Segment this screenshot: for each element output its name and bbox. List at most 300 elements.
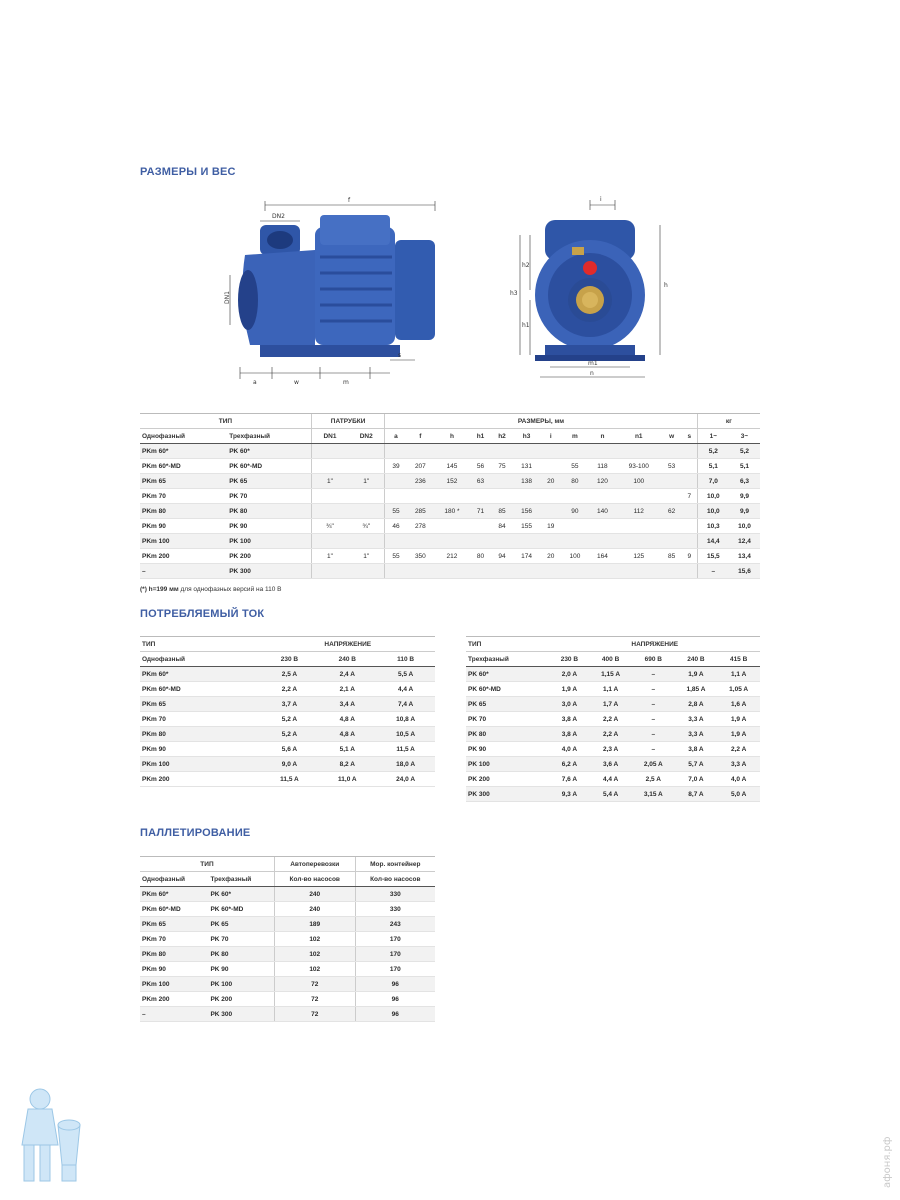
- table-cell: 5,6 A: [261, 742, 319, 757]
- table-cell: ¾": [348, 519, 385, 534]
- table-cell: 5,1: [697, 459, 729, 474]
- current-three-phase-table: [466, 636, 760, 802]
- table-cell: [682, 534, 697, 549]
- dim-col-header: s: [682, 429, 697, 444]
- table-row: [140, 1007, 435, 1022]
- table-cell: 90: [561, 504, 589, 519]
- table-cell: [348, 564, 385, 579]
- table-cell: 10,0: [697, 504, 729, 519]
- table-cell: 170: [355, 932, 435, 947]
- pallet-type-header: ТИП: [140, 857, 274, 872]
- dim-col-header: m: [561, 429, 589, 444]
- table-cell: 85: [661, 549, 682, 564]
- dimensions-table: [140, 413, 760, 579]
- table-cell: PK 60*: [466, 667, 550, 682]
- pallet-col-header: Однофазный: [140, 872, 208, 887]
- table-row: [140, 549, 760, 564]
- label-f: f: [348, 197, 351, 204]
- table-cell: 3,8 A: [675, 742, 718, 757]
- dimensions-footnote: (*) h=199 мм для однофазных версий на 110 В: [140, 586, 282, 593]
- table-cell: [491, 534, 513, 549]
- label-n: n: [590, 370, 594, 377]
- table-cell: 75: [491, 459, 513, 474]
- table-row: [140, 504, 760, 519]
- table-row: [140, 667, 435, 682]
- table-cell: [616, 564, 661, 579]
- table-cell: [589, 489, 617, 504]
- label-dn1: DN1: [224, 291, 231, 304]
- table-cell: 56: [470, 459, 492, 474]
- table-cell: 2,1 A: [318, 682, 376, 697]
- table-cell: 1,9 A: [717, 727, 760, 742]
- table-cell: 350: [407, 549, 435, 564]
- table-cell: ¾": [311, 519, 348, 534]
- table-cell: 138: [513, 474, 541, 489]
- table-cell: PKm 200: [140, 992, 208, 1007]
- table-cell: –: [140, 1007, 208, 1022]
- cur2-col-header: Трехфазный: [466, 652, 550, 667]
- header-weight: кг: [697, 414, 760, 429]
- table-cell: 11,5 A: [376, 742, 435, 757]
- table-cell: 80: [561, 474, 589, 489]
- table-cell: [385, 564, 407, 579]
- table-cell: 2,2 A: [589, 712, 632, 727]
- cur1-col-header: 110 В: [376, 652, 435, 667]
- table-cell: 71: [470, 504, 492, 519]
- table-cell: PKm 60*: [140, 887, 208, 902]
- cur1-col-header: 240 В: [318, 652, 376, 667]
- table-cell: [491, 489, 513, 504]
- cur2-col-header: 400 В: [589, 652, 632, 667]
- table-cell: [589, 444, 617, 459]
- table-cell: [540, 489, 561, 504]
- dim-col-header: n1: [616, 429, 661, 444]
- table-row: [140, 534, 760, 549]
- table-row: [140, 459, 760, 474]
- table-cell: PKm 90: [140, 962, 208, 977]
- table-cell: PK 80: [466, 727, 550, 742]
- table-cell: PK 80: [227, 504, 311, 519]
- table-cell: 96: [355, 977, 435, 992]
- table-cell: 94: [491, 549, 513, 564]
- table-cell: 2,2 A: [717, 742, 760, 757]
- pallet-col-header: Кол-во насосов: [274, 872, 355, 887]
- table-row: [140, 727, 435, 742]
- dim-col-header: h: [434, 429, 470, 444]
- current-title: ПОТРЕБЛЯЕМЫЙ ТОК: [140, 608, 265, 620]
- table-cell: 212: [434, 549, 470, 564]
- table-row: [466, 757, 760, 772]
- table-cell: 243: [355, 917, 435, 932]
- table-cell: –: [632, 682, 675, 697]
- table-cell: 11,5 A: [261, 772, 319, 787]
- table-cell: 15,6: [729, 564, 760, 579]
- cur2-col-header: 230 В: [550, 652, 590, 667]
- table-cell: [616, 534, 661, 549]
- table-cell: [470, 519, 492, 534]
- table-cell: PKm 70: [140, 712, 261, 727]
- dim-col-header: a: [385, 429, 407, 444]
- table-cell: PKm 65: [140, 697, 261, 712]
- table-cell: PK 60*-MD: [208, 902, 274, 917]
- table-cell: 4,4 A: [376, 682, 435, 697]
- dim-col-header: 3~: [729, 429, 760, 444]
- table-cell: PKm 100: [140, 977, 208, 992]
- table-cell: [682, 504, 697, 519]
- table-cell: 4,0 A: [717, 772, 760, 787]
- table-cell: 5,4 A: [589, 787, 632, 802]
- table-cell: 72: [274, 977, 355, 992]
- table-row: [140, 697, 435, 712]
- table-cell: PK 65: [227, 474, 311, 489]
- table-cell: 20: [540, 474, 561, 489]
- table-row: [140, 962, 435, 977]
- table-row: [140, 564, 760, 579]
- table-cell: 2,2 A: [589, 727, 632, 742]
- table-cell: PK 90: [208, 962, 274, 977]
- table-cell: 164: [589, 549, 617, 564]
- table-cell: [661, 474, 682, 489]
- table-cell: 4,0 A: [550, 742, 590, 757]
- table-cell: PKm 100: [140, 757, 261, 772]
- table-cell: 236: [407, 474, 435, 489]
- header-type: ТИП: [140, 414, 311, 429]
- pallet-col-header: Трехфазный: [208, 872, 274, 887]
- table-cell: 1,9 A: [675, 667, 718, 682]
- table-cell: 2,4 A: [318, 667, 376, 682]
- table-cell: [311, 534, 348, 549]
- table-cell: [311, 489, 348, 504]
- table-cell: 1,6 A: [717, 697, 760, 712]
- table-cell: 102: [274, 962, 355, 977]
- table-cell: 3,3 A: [675, 712, 718, 727]
- table-cell: 1": [348, 549, 385, 564]
- label-s: s: [398, 352, 402, 359]
- table-cell: 2,5 A: [632, 772, 675, 787]
- table-cell: 145: [434, 459, 470, 474]
- table-cell: 2,5 A: [261, 667, 319, 682]
- table-cell: 120: [589, 474, 617, 489]
- table-cell: 1,15 A: [589, 667, 632, 682]
- table-cell: PKm 80: [140, 727, 261, 742]
- table-cell: 1": [311, 549, 348, 564]
- table-cell: PKm 90: [140, 742, 261, 757]
- table-cell: [385, 474, 407, 489]
- table-cell: [616, 444, 661, 459]
- table-cell: 80: [470, 549, 492, 564]
- table-cell: 2,3 A: [589, 742, 632, 757]
- label-h: h: [664, 282, 668, 289]
- table-cell: 19: [540, 519, 561, 534]
- table-row: [466, 682, 760, 697]
- table-cell: PKm 90: [140, 519, 227, 534]
- table-cell: 1,9 A: [717, 712, 760, 727]
- table-cell: [385, 489, 407, 504]
- table-cell: –: [632, 742, 675, 757]
- table-row: [140, 519, 760, 534]
- table-cell: 3,7 A: [261, 697, 319, 712]
- table-row: [140, 757, 435, 772]
- table-cell: [561, 534, 589, 549]
- table-cell: 53: [661, 459, 682, 474]
- table-cell: PK 65: [208, 917, 274, 932]
- dimensions-title: РАЗМЕРЫ И ВЕС: [140, 166, 236, 178]
- table-cell: [682, 444, 697, 459]
- table-cell: 85: [491, 504, 513, 519]
- table-cell: 9: [682, 549, 697, 564]
- table-cell: 278: [407, 519, 435, 534]
- table-cell: PKm 65: [140, 474, 227, 489]
- dim-col-header: h1: [470, 429, 492, 444]
- table-row: [466, 727, 760, 742]
- table-cell: 10,0: [697, 489, 729, 504]
- table-cell: –: [632, 697, 675, 712]
- table-cell: 4,8 A: [318, 712, 376, 727]
- table-cell: [470, 444, 492, 459]
- table-cell: 9,9: [729, 504, 760, 519]
- plumber-mascot-icon: [10, 1085, 90, 1193]
- table-cell: 7,6 A: [550, 772, 590, 787]
- table-cell: 240: [274, 887, 355, 902]
- table-cell: 1,1 A: [589, 682, 632, 697]
- table-cell: [491, 444, 513, 459]
- table-cell: [348, 489, 385, 504]
- table-cell: [470, 489, 492, 504]
- table-cell: 10,0: [729, 519, 760, 534]
- label-i: i: [600, 196, 602, 203]
- pallet-container-header: Мор. контейнер: [355, 857, 435, 872]
- cur1-col-header: 230 В: [261, 652, 319, 667]
- table-cell: [513, 489, 541, 504]
- table-cell: PK 100: [208, 977, 274, 992]
- table-cell: PK 60*-MD: [227, 459, 311, 474]
- table-cell: 9,9: [729, 489, 760, 504]
- label-a: a: [253, 379, 257, 385]
- dim-col-header: w: [661, 429, 682, 444]
- table-cell: PK 300: [208, 1007, 274, 1022]
- table-cell: PK 70: [466, 712, 550, 727]
- table-cell: 3,4 A: [318, 697, 376, 712]
- table-row: [140, 712, 435, 727]
- table-cell: 7: [682, 489, 697, 504]
- table-cell: 2,0 A: [550, 667, 590, 682]
- table-cell: –: [632, 712, 675, 727]
- dim-col-header: DN2: [348, 429, 385, 444]
- table-row: [140, 887, 435, 902]
- label-h1: h1: [522, 322, 530, 329]
- table-cell: PKm 70: [140, 932, 208, 947]
- dim-col-header: h3: [513, 429, 541, 444]
- label-w: w: [294, 379, 299, 385]
- table-cell: [385, 534, 407, 549]
- table-cell: 12,4: [729, 534, 760, 549]
- table-cell: [661, 534, 682, 549]
- table-cell: PK 60*: [227, 444, 311, 459]
- table-row: [466, 667, 760, 682]
- table-cell: 102: [274, 947, 355, 962]
- table-cell: [682, 474, 697, 489]
- table-cell: 11,0 A: [318, 772, 376, 787]
- table-cell: [682, 519, 697, 534]
- table-cell: 2,05 A: [632, 757, 675, 772]
- table-cell: [589, 534, 617, 549]
- table-cell: 1": [311, 474, 348, 489]
- table-cell: 125: [616, 549, 661, 564]
- table-cell: [513, 444, 541, 459]
- table-cell: 63: [470, 474, 492, 489]
- table-cell: PK 100: [466, 757, 550, 772]
- table-cell: [348, 444, 385, 459]
- table-cell: 6,2 A: [550, 757, 590, 772]
- table-cell: PK 200: [227, 549, 311, 564]
- table-cell: [434, 564, 470, 579]
- table-cell: 84: [491, 519, 513, 534]
- label-h3: h3: [510, 290, 518, 297]
- table-cell: 207: [407, 459, 435, 474]
- table-cell: [311, 564, 348, 579]
- header-ports: ПАТРУБКИ: [311, 414, 385, 429]
- table-cell: 5,2 A: [261, 712, 319, 727]
- table-cell: 96: [355, 1007, 435, 1022]
- table-row: [466, 712, 760, 727]
- table-cell: [561, 444, 589, 459]
- table-cell: –: [697, 564, 729, 579]
- table-cell: 1,85 A: [675, 682, 718, 697]
- table-cell: 3,3 A: [675, 727, 718, 742]
- dim-col-header: 1~: [697, 429, 729, 444]
- header-dims: РАЗМЕРЫ, мм: [385, 414, 697, 429]
- table-cell: 155: [513, 519, 541, 534]
- table-cell: [385, 444, 407, 459]
- table-row: [140, 977, 435, 992]
- cur1-col-header: Однофазный: [140, 652, 261, 667]
- table-cell: 3,6 A: [589, 757, 632, 772]
- dim-col-header: DN1: [311, 429, 348, 444]
- table-cell: 55: [385, 504, 407, 519]
- table-cell: 93-100: [616, 459, 661, 474]
- table-cell: [470, 534, 492, 549]
- table-row: [140, 772, 435, 787]
- table-cell: 20: [540, 549, 561, 564]
- table-cell: 96: [355, 992, 435, 1007]
- cur2-col-header: 690 В: [632, 652, 675, 667]
- table-cell: 14,4: [697, 534, 729, 549]
- table-cell: [513, 534, 541, 549]
- cur1-type-header: ТИП: [140, 637, 261, 652]
- table-row: [140, 902, 435, 917]
- table-cell: [661, 564, 682, 579]
- table-cell: [616, 489, 661, 504]
- label-dn2: DN2: [272, 213, 285, 220]
- table-cell: 152: [434, 474, 470, 489]
- table-row: [466, 787, 760, 802]
- table-cell: 9,3 A: [550, 787, 590, 802]
- table-cell: PKm 100: [140, 534, 227, 549]
- dim-col-header: Однофазный: [140, 429, 227, 444]
- table-row: [466, 697, 760, 712]
- table-cell: 10,3: [697, 519, 729, 534]
- table-row: [140, 742, 435, 757]
- table-cell: 9,0 A: [261, 757, 319, 772]
- table-cell: 174: [513, 549, 541, 564]
- table-cell: PKm 80: [140, 504, 227, 519]
- current-single-phase-table: [140, 636, 435, 787]
- table-row: [140, 932, 435, 947]
- table-cell: PK 80: [208, 947, 274, 962]
- table-row: [140, 682, 435, 697]
- table-cell: PKm 60*: [140, 444, 227, 459]
- table-cell: [311, 444, 348, 459]
- cur2-col-header: 240 В: [675, 652, 718, 667]
- table-cell: [540, 564, 561, 579]
- table-cell: 330: [355, 887, 435, 902]
- table-cell: [470, 564, 492, 579]
- table-cell: [561, 519, 589, 534]
- table-cell: [540, 444, 561, 459]
- table-cell: 1,1 A: [717, 667, 760, 682]
- pallet-truck-header: Автоперевозки: [274, 857, 355, 872]
- table-cell: PK 90: [227, 519, 311, 534]
- table-cell: 72: [274, 1007, 355, 1022]
- table-cell: PKm 60*-MD: [140, 459, 227, 474]
- cur2-col-header: 415 В: [717, 652, 760, 667]
- table-cell: –: [632, 667, 675, 682]
- table-cell: 5,2: [697, 444, 729, 459]
- table-cell: 112: [616, 504, 661, 519]
- table-cell: 10,8 A: [376, 712, 435, 727]
- table-row: [140, 917, 435, 932]
- table-cell: [311, 504, 348, 519]
- table-cell: 131: [513, 459, 541, 474]
- table-cell: PKm 80: [140, 947, 208, 962]
- table-cell: PKm 60*-MD: [140, 902, 208, 917]
- table-row: [140, 947, 435, 962]
- table-cell: 18,0 A: [376, 757, 435, 772]
- dim-col-header: i: [540, 429, 561, 444]
- table-cell: 156: [513, 504, 541, 519]
- table-cell: 180 *: [434, 504, 470, 519]
- table-cell: 5,7 A: [675, 757, 718, 772]
- table-cell: PK 300: [466, 787, 550, 802]
- table-cell: PK 90: [466, 742, 550, 757]
- table-cell: [561, 564, 589, 579]
- table-cell: 55: [385, 549, 407, 564]
- table-cell: 8,2 A: [318, 757, 376, 772]
- table-cell: [434, 444, 470, 459]
- table-cell: [491, 474, 513, 489]
- table-cell: 62: [661, 504, 682, 519]
- table-cell: PK 65: [466, 697, 550, 712]
- table-cell: PKm 200: [140, 549, 227, 564]
- table-row: [140, 444, 760, 459]
- table-cell: 24,0 A: [376, 772, 435, 787]
- table-row: [140, 992, 435, 1007]
- table-cell: [434, 519, 470, 534]
- table-cell: PKm 65: [140, 917, 208, 932]
- table-cell: 8,7 A: [675, 787, 718, 802]
- table-cell: 3,0 A: [550, 697, 590, 712]
- table-cell: 7,4 A: [376, 697, 435, 712]
- label-m1: m1: [588, 360, 598, 367]
- table-cell: 72: [274, 992, 355, 1007]
- table-cell: 5,0 A: [717, 787, 760, 802]
- table-cell: [407, 489, 435, 504]
- table-cell: 3,8 A: [550, 712, 590, 727]
- table-cell: [561, 489, 589, 504]
- dim-col-header: h2: [491, 429, 513, 444]
- table-cell: [540, 459, 561, 474]
- table-cell: –: [140, 564, 227, 579]
